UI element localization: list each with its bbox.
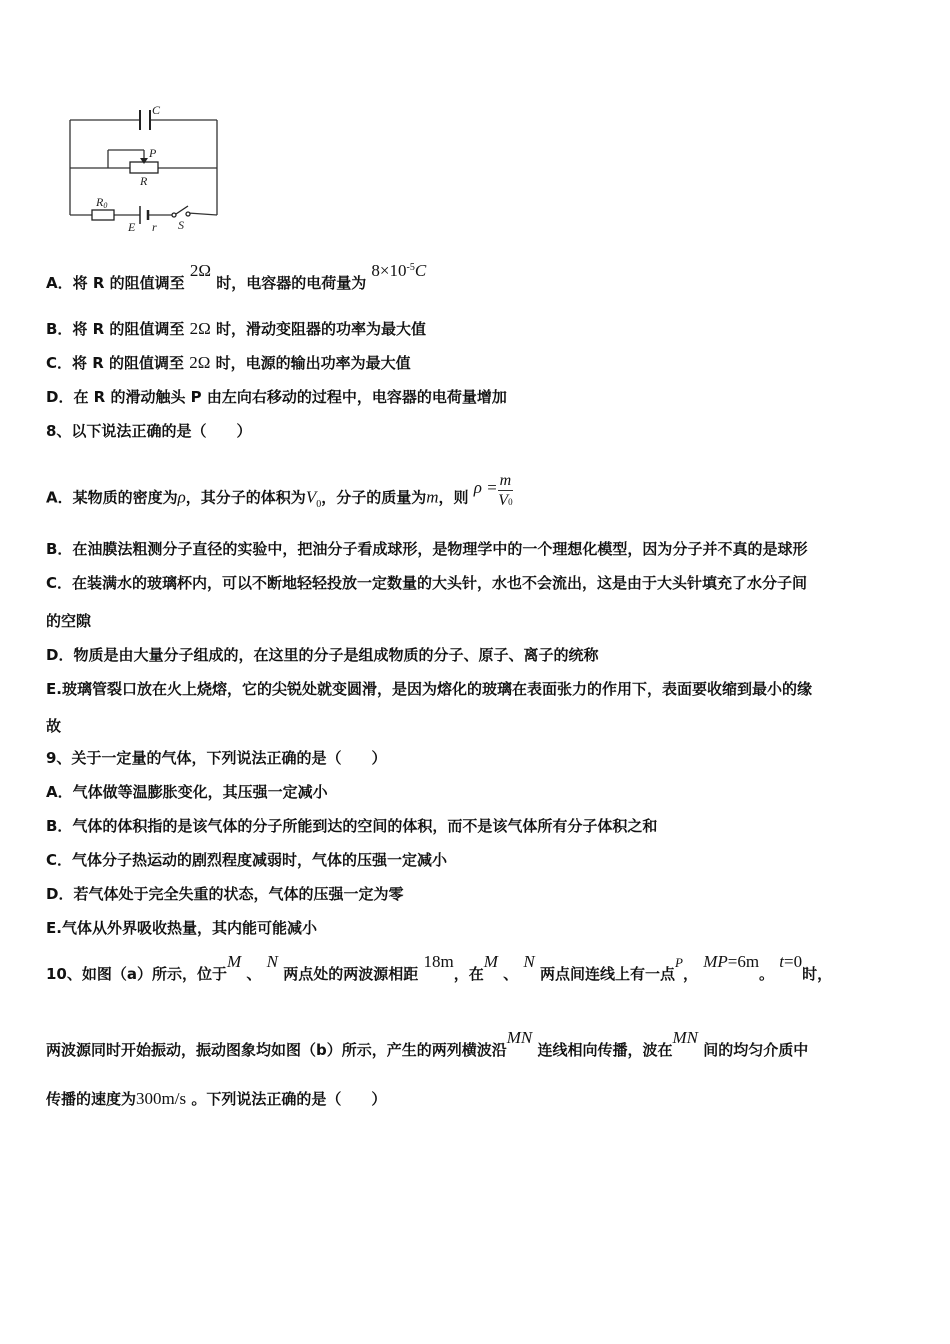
q8-option-a: A．某物质的密度为ρ，其分子的体积为$V_0$，分子的质量为m，则 ρ = $\frac{m}{V0}$ [46, 478, 513, 518]
q9-option-b: B．气体的体积指的是该气体的分子所能到达的空间的体积，而不是该气体所有分子体积之和 [46, 817, 658, 835]
label-c: C [152, 103, 161, 117]
q7-option-b: B．将 R 的阻值调至 2Ω 时，滑动变阻器的功率为最大值 [46, 319, 427, 338]
q7-option-a: A．将 R 的阻值调至 2Ω 时，电容器的电荷量为 $8\times 10^{-5}C$ [46, 261, 427, 292]
label-r0: R0 [96, 195, 108, 210]
q9-option-e: E.气体从外界吸收热量，其内能可能减小 [46, 919, 317, 937]
q10-line2: 两波源同时开始振动，振动图象均如图（b）所示，产生的两列横波沿MN 连线相向传播，波在MN 间的均匀介质中 [46, 1028, 809, 1059]
q10-line3: 传播的速度为300m/s 。下列说法正确的是（ ） [46, 1089, 387, 1108]
label-small-r: r [152, 220, 157, 234]
label-e: E [128, 220, 136, 234]
q8-option-c-line1: C．在装满水的玻璃杯内，可以不断地轻轻投放一定数量的大头针，水也不会流出，这是由于大头针填充了水分子间 [46, 574, 808, 592]
q8-option-b: B．在油膜法粗测分子直径的实验中，把油分子看成球形，是物理学中的一个理想化模型，因为分子并不真的是球形 [46, 540, 808, 558]
q10-line1: 10、如图（a）所示，位于M 、 N 两点处的两波源相距 18m，在M 、 N 两点间连线上有一点P， MP=6m。 t=0时， [46, 952, 833, 983]
q8-stem: 8、以下说法正确的是（ ） [46, 422, 252, 440]
q7-option-c: C．将 R 的阻值调至 2Ω 时，电源的输出功率为最大值 [46, 353, 411, 372]
q7-option-d: D．在 R 的滑动触头 P 由左向右移动的过程中，电容器的电荷量增加 [46, 388, 507, 406]
q8-option-d: D．物质是由大量分子组成的，在这里的分子是组成物质的分子、原子、离子的统称 [46, 646, 599, 664]
switch-symbol [172, 206, 190, 217]
q9-option-a: A．气体做等温膨胀变化，其压强一定减小 [46, 783, 328, 801]
q9-option-c: C．气体分子热运动的剧烈程度减弱时，气体的压强一定减小 [46, 851, 448, 869]
q8-option-e-line2: 故 [46, 717, 62, 735]
circuit-diagram [60, 100, 230, 235]
q8-option-e-line1: E.玻璃管裂口放在火上烧熔，它的尖锐处就变圆滑，是因为熔化的玻璃在表面张力的作用下，表面要收缩到最小的缘 [46, 680, 812, 698]
label-s: S [178, 218, 184, 232]
q9-option-d: D．若气体处于完全失重的状态，气体的压强一定为零 [46, 885, 404, 903]
label-r: R [140, 174, 148, 188]
capacitor-symbol [140, 110, 150, 130]
q8-option-c-line2: 的空隙 [46, 612, 92, 630]
q9-stem: 9、关于一定量的气体，下列说法正确的是（ ） [46, 749, 387, 767]
label-p: P [149, 146, 157, 160]
resistor-symbol [92, 210, 114, 220]
battery-symbol [140, 206, 148, 224]
density-fraction: $\frac{m}{V0}$ [498, 472, 513, 509]
